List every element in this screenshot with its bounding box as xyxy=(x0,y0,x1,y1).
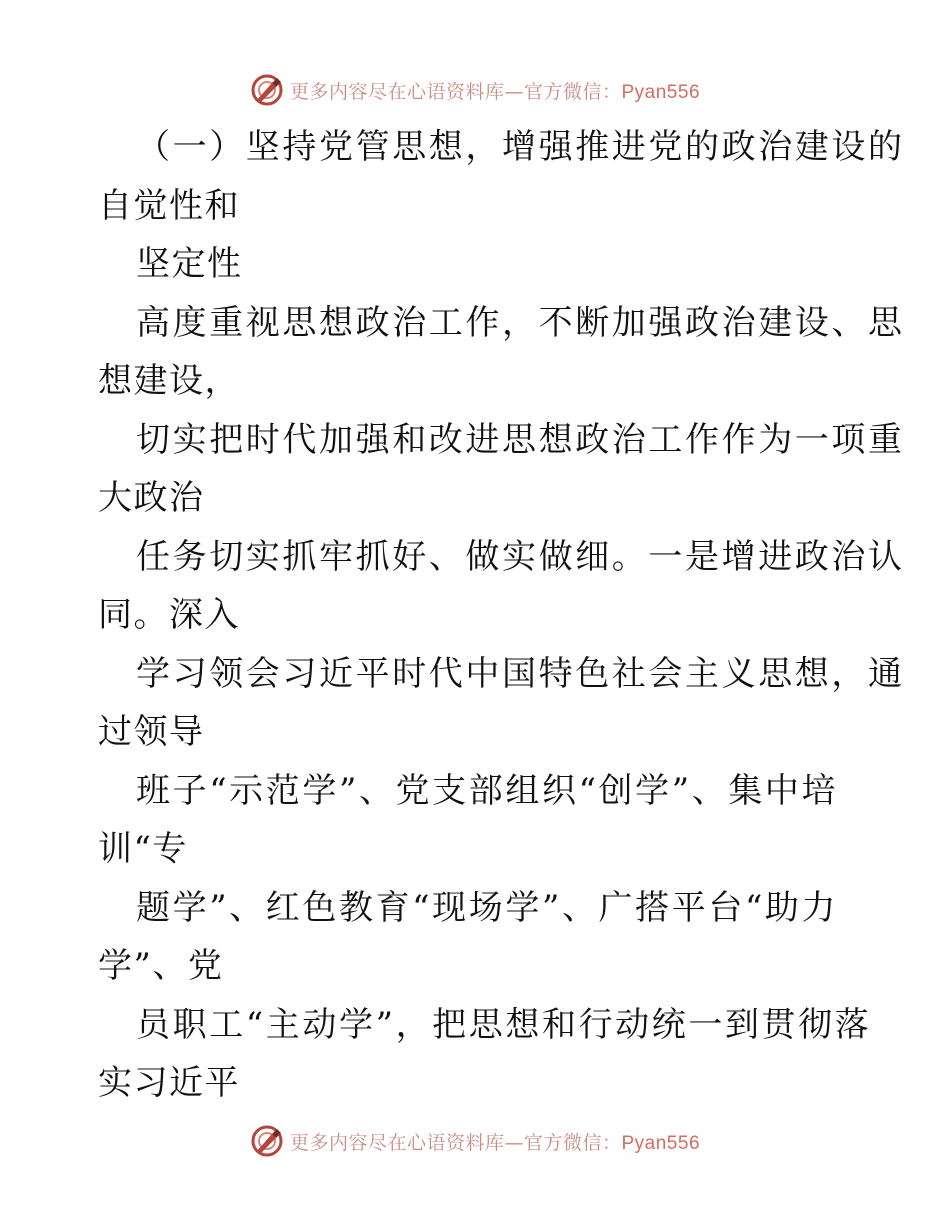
watermark-text: 更多内容尽在心语资料库—官方微信：Pyan556 xyxy=(289,80,701,103)
paragraph-line: 想建设， xyxy=(98,361,240,401)
paragraph-line: 班子“示范学”、党支部组织“创学”、集中培 xyxy=(136,770,839,811)
pen-logo-icon xyxy=(250,1124,284,1158)
watermark-footer xyxy=(0,1123,950,1159)
paragraph-line: 同。深入 xyxy=(98,595,240,635)
paragraph-line: 切实把时代加强和改进思想政治工作作为一项重 xyxy=(136,419,905,460)
paragraph-line: 坚定性 xyxy=(136,244,243,284)
document-body xyxy=(98,118,905,1113)
paragraph-line: 过领导 xyxy=(98,712,205,752)
paragraph-line: 实习近平 xyxy=(98,1063,240,1103)
paragraph-line: 学习领会习近平时代中国特色社会主义思想，通 xyxy=(136,653,905,694)
paragraph-line: 题学”、红色教育“现场学”、广搭平台“助力 xyxy=(136,887,839,928)
paragraph-line: （一）坚持党管思想，增强推进党的政治建设的 xyxy=(136,127,905,167)
watermark-header xyxy=(0,72,950,108)
paragraph-line: 员职工“主动学”，把思想和行动统一到贯彻落 xyxy=(136,1004,872,1045)
paragraph-line: 任务切实抓牢抓好、做实做细。一是增进政治认 xyxy=(136,536,905,577)
pen-logo-icon xyxy=(250,73,284,107)
paragraph-line: 训“专 xyxy=(98,829,188,869)
watermark-text: 更多内容尽在心语资料库—官方微信：Pyan556 xyxy=(289,1131,701,1154)
paragraph-line: 大政治 xyxy=(98,478,205,518)
paragraph-line: 高度重视思想政治工作，不断加强政治建设、思 xyxy=(136,302,905,343)
paragraph-line: 自觉性和 xyxy=(98,185,240,226)
paragraph-line: 学”、党 xyxy=(98,946,224,986)
